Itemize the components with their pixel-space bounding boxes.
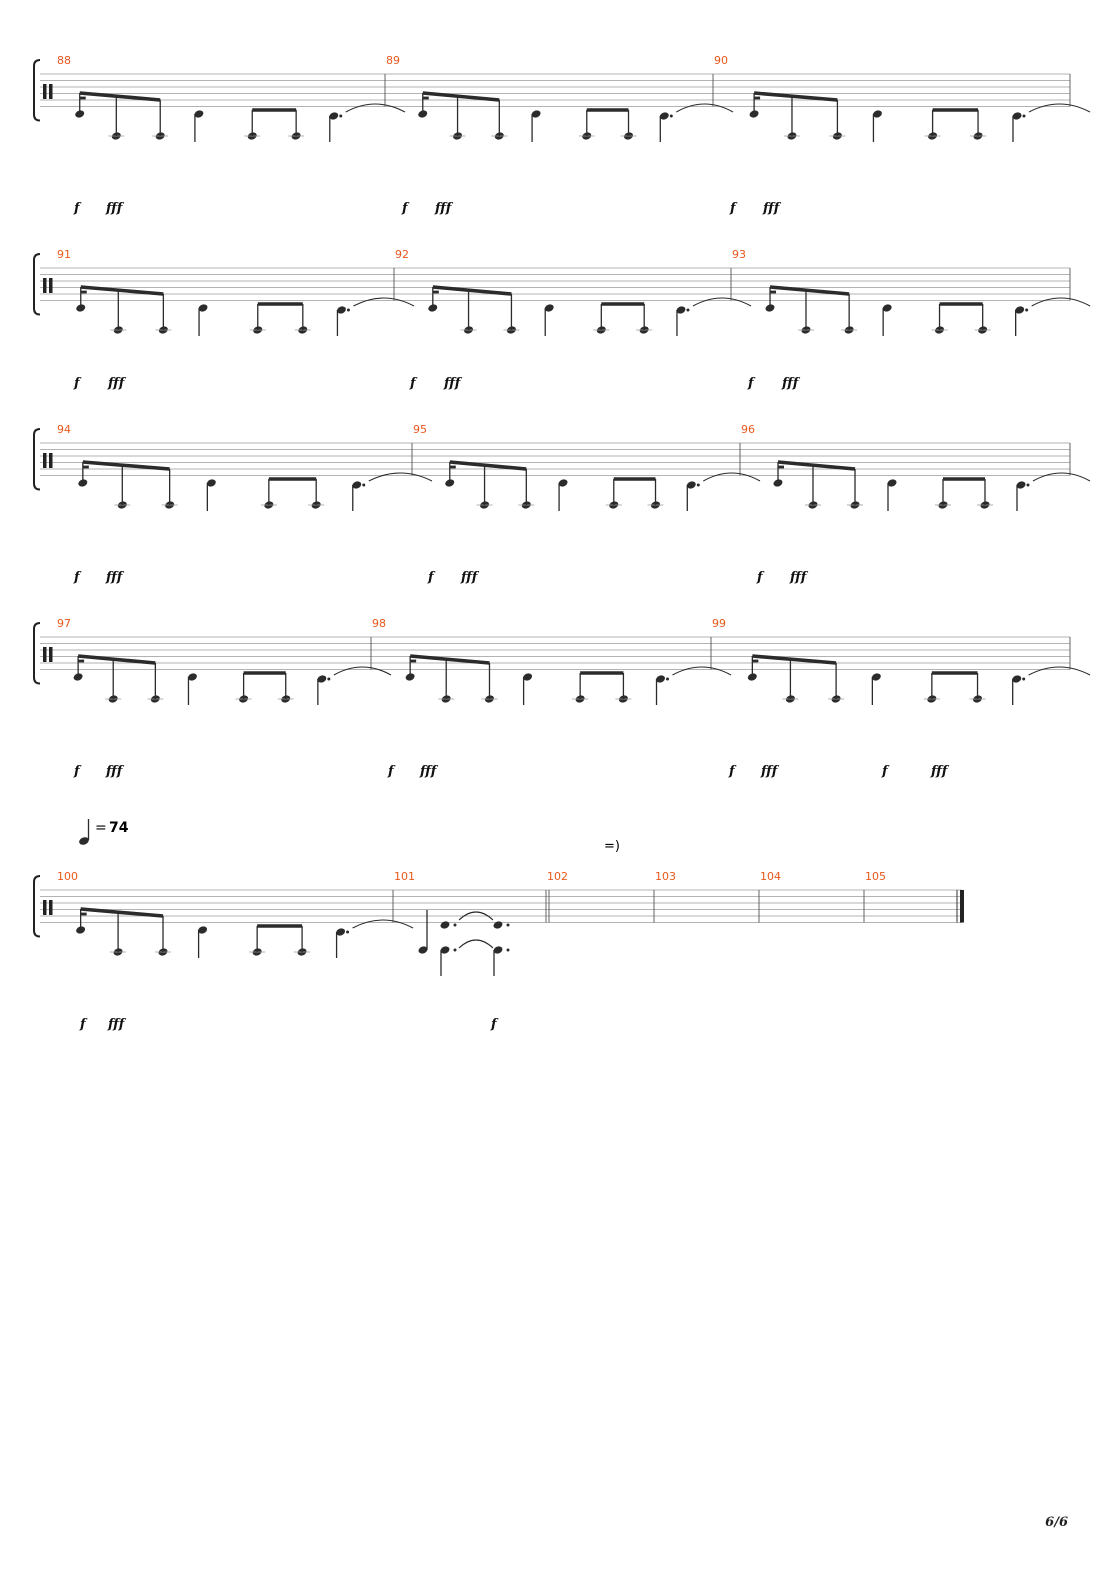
measure-number: 95 (413, 423, 427, 436)
tie (353, 920, 413, 928)
dynamic-forte: f (402, 201, 408, 216)
percussion-clef-bar (49, 453, 53, 468)
dynamic-forte: f (729, 764, 735, 779)
tie (676, 104, 733, 112)
note-layer (73, 93, 1090, 976)
augmentation-dot (339, 115, 342, 118)
dynamic-fortississimo: fff (782, 376, 799, 391)
staff-system (34, 60, 1070, 121)
dynamic-fortississimo: fff (931, 764, 948, 779)
text-layer (57, 54, 950, 1032)
measure-number: 89 (386, 54, 400, 67)
system-bracket (34, 876, 40, 937)
measure-number: 90 (714, 54, 728, 67)
augmentation-dot (686, 309, 689, 312)
dynamic-forte: f (757, 570, 763, 585)
tie (369, 473, 432, 481)
tie (459, 940, 493, 948)
tie (673, 667, 731, 675)
tie (1032, 298, 1090, 306)
dynamic-fortississimo: fff (108, 1017, 125, 1032)
notation-group (75, 909, 509, 976)
measure-number: 88 (57, 54, 71, 67)
note-beam (752, 656, 836, 663)
dynamic-fortississimo: fff (763, 201, 780, 216)
measure-number: 101 (394, 870, 415, 883)
system-bracket (34, 60, 40, 121)
augmentation-dot (1027, 484, 1030, 487)
dynamic-forte: f (491, 1017, 497, 1032)
augmentation-dot (697, 484, 700, 487)
measure-number: 105 (865, 870, 886, 883)
dynamic-forte: f (74, 764, 80, 779)
augmentation-dot (1022, 115, 1025, 118)
note-beam (410, 656, 489, 663)
dynamic-fortississimo: fff (106, 570, 123, 585)
augmentation-dot (346, 931, 349, 934)
tempo-equals: = (95, 820, 107, 836)
dynamic-fortississimo: fff (435, 201, 452, 216)
percussion-clef-bar (43, 278, 47, 293)
measure-number: 99 (712, 617, 726, 630)
dynamic-fortississimo: fff (106, 764, 123, 779)
dynamic-fortississimo: fff (106, 201, 123, 216)
staff-system (34, 623, 1070, 684)
dynamic-fortississimo: fff (761, 764, 778, 779)
tie (703, 473, 760, 481)
tie (353, 298, 414, 306)
dynamic-forte: f (882, 764, 888, 779)
augmentation-dot (454, 949, 457, 952)
system-bracket (34, 623, 40, 684)
page-number: 6/6 (1045, 1515, 1068, 1530)
note-beam (423, 93, 500, 100)
system-bracket (34, 254, 40, 315)
measure-number: 92 (395, 248, 409, 261)
dynamic-fortississimo: fff (444, 376, 461, 391)
augmentation-dot (362, 484, 365, 487)
measure-number: 96 (741, 423, 755, 436)
note-beam (83, 462, 170, 469)
text-annotation: =) (604, 839, 620, 854)
tie (693, 298, 751, 306)
percussion-clef-bar (43, 647, 47, 662)
note-beam (770, 287, 849, 294)
augmentation-dot (347, 309, 350, 312)
note-head (493, 920, 504, 930)
tempo-bpm: 74 (109, 820, 129, 836)
percussion-clef-bar (43, 900, 47, 915)
note-beam (754, 93, 837, 100)
augmentation-dot (507, 924, 510, 927)
percussion-clef-bar (43, 453, 47, 468)
note-beam (450, 462, 527, 469)
dynamic-fortississimo: fff (790, 570, 807, 585)
dynamic-forte: f (74, 376, 80, 391)
dynamic-forte: f (748, 376, 754, 391)
system-bracket (34, 429, 40, 490)
tempo-marking (78, 819, 129, 846)
percussion-clef-bar (49, 900, 53, 915)
augmentation-dot (1025, 309, 1028, 312)
dynamic-forte: f (410, 376, 416, 391)
measure-number: 91 (57, 248, 71, 261)
note-beam (78, 656, 155, 663)
note-beam (80, 93, 161, 100)
note-beam (433, 287, 512, 294)
dynamic-forte: f (388, 764, 394, 779)
note-beam (81, 909, 163, 916)
measure-number: 103 (655, 870, 676, 883)
percussion-clef-bar (49, 84, 53, 99)
measure-number: 104 (760, 870, 781, 883)
measure-number: 94 (57, 423, 71, 436)
augmentation-dot (327, 678, 330, 681)
tie (1029, 667, 1090, 675)
measure-number: 93 (732, 248, 746, 261)
measure-number: 98 (372, 617, 386, 630)
augmentation-dot (507, 949, 510, 952)
tie (1029, 104, 1090, 112)
staff-layer (34, 60, 1070, 937)
dynamic-fortississimo: fff (420, 764, 437, 779)
dynamic-forte: f (74, 201, 80, 216)
final-barline-thick (960, 890, 964, 923)
note-beam (778, 462, 855, 469)
staff-system (34, 429, 1070, 490)
augmentation-dot (666, 678, 669, 681)
measure-number: 102 (547, 870, 568, 883)
dynamic-fortississimo: fff (108, 376, 125, 391)
percussion-clef-bar (43, 84, 47, 99)
dynamic-fortississimo: fff (461, 570, 478, 585)
percussion-clef-bar (49, 647, 53, 662)
dynamic-forte: f (74, 570, 80, 585)
augmentation-dot (454, 924, 457, 927)
dynamic-forte: f (80, 1017, 86, 1032)
dynamic-forte: f (730, 201, 736, 216)
tie (1033, 473, 1090, 481)
tie (334, 667, 391, 675)
augmentation-dot (670, 115, 673, 118)
tie (346, 104, 405, 112)
percussion-clef-bar (49, 278, 53, 293)
note-head (440, 920, 451, 930)
measure-number: 97 (57, 617, 71, 630)
augmentation-dot (1022, 678, 1025, 681)
dynamic-forte: f (428, 570, 434, 585)
note-beam (81, 287, 164, 294)
measure-number: 100 (57, 870, 78, 883)
